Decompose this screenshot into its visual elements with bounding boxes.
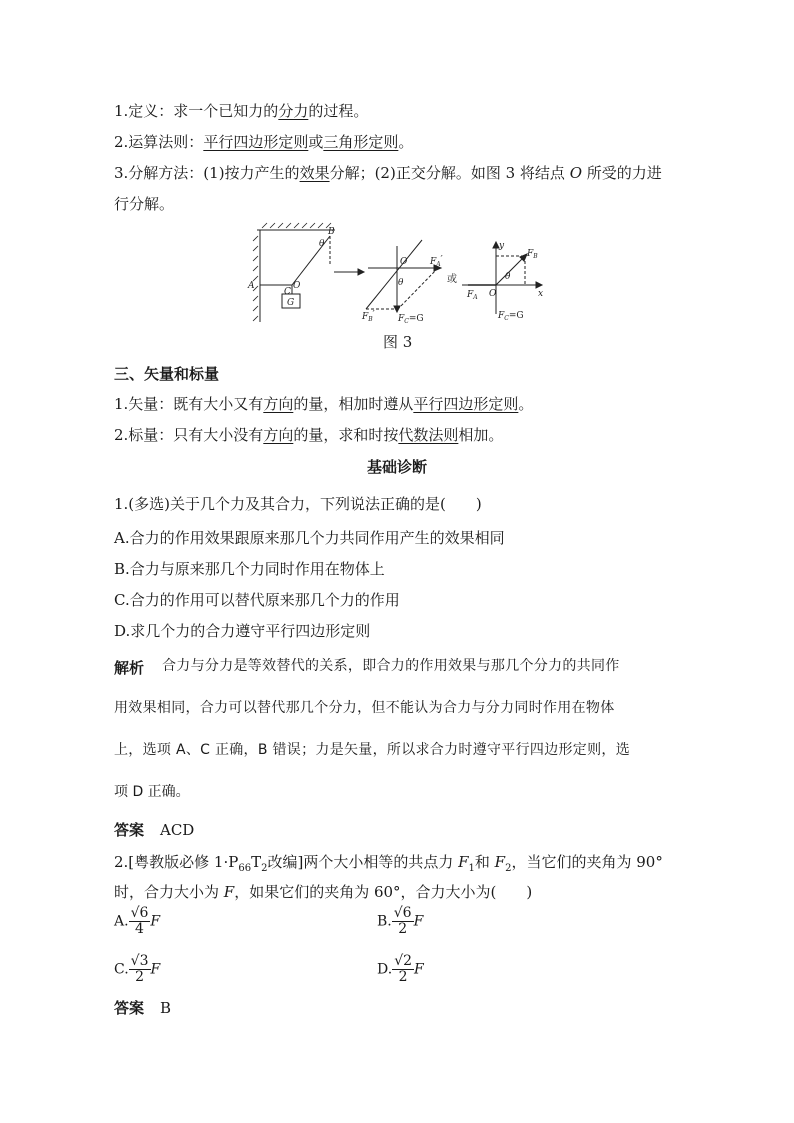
label-y: y xyxy=(499,241,505,251)
diagnosis-heading: 基础诊断 xyxy=(366,458,427,476)
label-fb-prime: $F_B'$ xyxy=(362,310,375,323)
q2-option-a: A. $\frac{√6}{4}$ F xyxy=(114,905,161,937)
q2-answer-label: 答案 xyxy=(114,999,145,1017)
q1-option-a: A.合力的作用效果跟原来那几个力共同作用产生的效果相同 xyxy=(114,529,505,547)
q1-answer: ACD xyxy=(160,821,195,839)
svg-text:θ: θ xyxy=(398,278,404,288)
label-fc2: $F_C=G$ xyxy=(498,311,524,322)
label-or: 或 xyxy=(447,274,457,285)
svg-text:θ: θ xyxy=(505,272,511,282)
label-o: O xyxy=(293,281,301,291)
q1-option-c: C.合力的作用可以替代原来那几个力的作用 xyxy=(114,591,400,609)
vector-line: 1.矢量：既有大小又有方向的量，相加时遵从平行四边形定则。 xyxy=(114,395,534,413)
analysis-line-1: 合力与分力是等效替代的关系，即合力的作用效果与那几个分力的共同作 xyxy=(162,658,620,674)
analysis-label: 解析 xyxy=(114,659,145,677)
label-fa: $F_A$ xyxy=(467,290,478,301)
label-fb: $F_B$ xyxy=(527,249,538,260)
analysis-line-3: 上，选项 A、C 正确，B 错误；力是矢量，所以求合力时遵守平行四边形定则，选 xyxy=(114,742,631,758)
label-fc: $F_C=G$ xyxy=(398,314,424,325)
diagonal-line xyxy=(366,240,422,309)
label-g: G xyxy=(287,298,295,308)
underlined-term: 三角形定则 xyxy=(323,133,399,151)
label-fa-prime: $F_A'$ xyxy=(430,255,443,268)
arrow-icon xyxy=(358,269,364,275)
q1-option-b: B.合力与原来那几个力同时作用在物体上 xyxy=(114,560,385,578)
underlined-term: 平行四边形定则 xyxy=(203,133,309,151)
fb-vector xyxy=(496,256,525,285)
q2-option-d: D. $\frac{√2}{2}$ F xyxy=(377,953,424,985)
underlined-term: 效果 xyxy=(299,164,330,182)
analysis-line-2: 用效果相同，合力可以替代那几个分力，但不能认为合力与分力同时作用在物体 xyxy=(114,700,615,716)
scalar-line: 2.标量：只有大小没有方向的量，求和时按代数法则相加。 xyxy=(114,426,504,444)
q2-stem-line-2: 时，合力大小为 F，如果它们的夹角为 60°，合力大小为( ) xyxy=(114,883,533,901)
section-title: 三、矢量和标量 xyxy=(114,365,220,383)
analysis-line-4: 项 D 正确。 xyxy=(114,784,190,800)
definition-line: 1.定义：求一个已知力的分力的过程。 xyxy=(114,102,369,120)
answer-label: 答案 xyxy=(114,821,145,839)
q2-stem-line-1: 2.[粤教版必修 $1\cdot P_{66}T_2$改编]两个大小相等的共点力 $F_1$和 $F_2$，当它们的夹角为 90° xyxy=(114,853,663,874)
q2-answer: B xyxy=(160,999,172,1017)
force-decomposition-figure xyxy=(240,222,560,327)
method-line-1: 3.分解方法：(1)按力产生的效果分解；(2)正交分解。如图 3 将结点 O 所受的力进 xyxy=(114,164,662,182)
underlined-term: 分力 xyxy=(278,102,309,120)
q1-stem: 1.(多选)关于几个力及其合力，下列说法正确的是( ) xyxy=(114,495,482,513)
q2-option-b: B. $\frac{√6}{2}$ F xyxy=(377,905,424,937)
rule-line: 2.运算法则：平行四边形定则或三角形定则。 xyxy=(114,133,414,151)
label-x: x xyxy=(538,289,544,299)
figure-caption: 图 3 xyxy=(383,333,413,351)
method-line-2: 行分解。 xyxy=(114,195,175,213)
label-theta: θ xyxy=(319,239,325,249)
q2-option-c: C. $\frac{√3}{2}$ F xyxy=(114,953,161,985)
label-b: B xyxy=(328,227,335,237)
q1-option-d: D.求几个力的合力遵守平行四边形定则 xyxy=(114,622,371,640)
svg-text:O: O xyxy=(400,257,408,267)
svg-text:O: O xyxy=(489,289,497,299)
label-a: A xyxy=(248,281,255,291)
label-c: C xyxy=(284,287,291,297)
